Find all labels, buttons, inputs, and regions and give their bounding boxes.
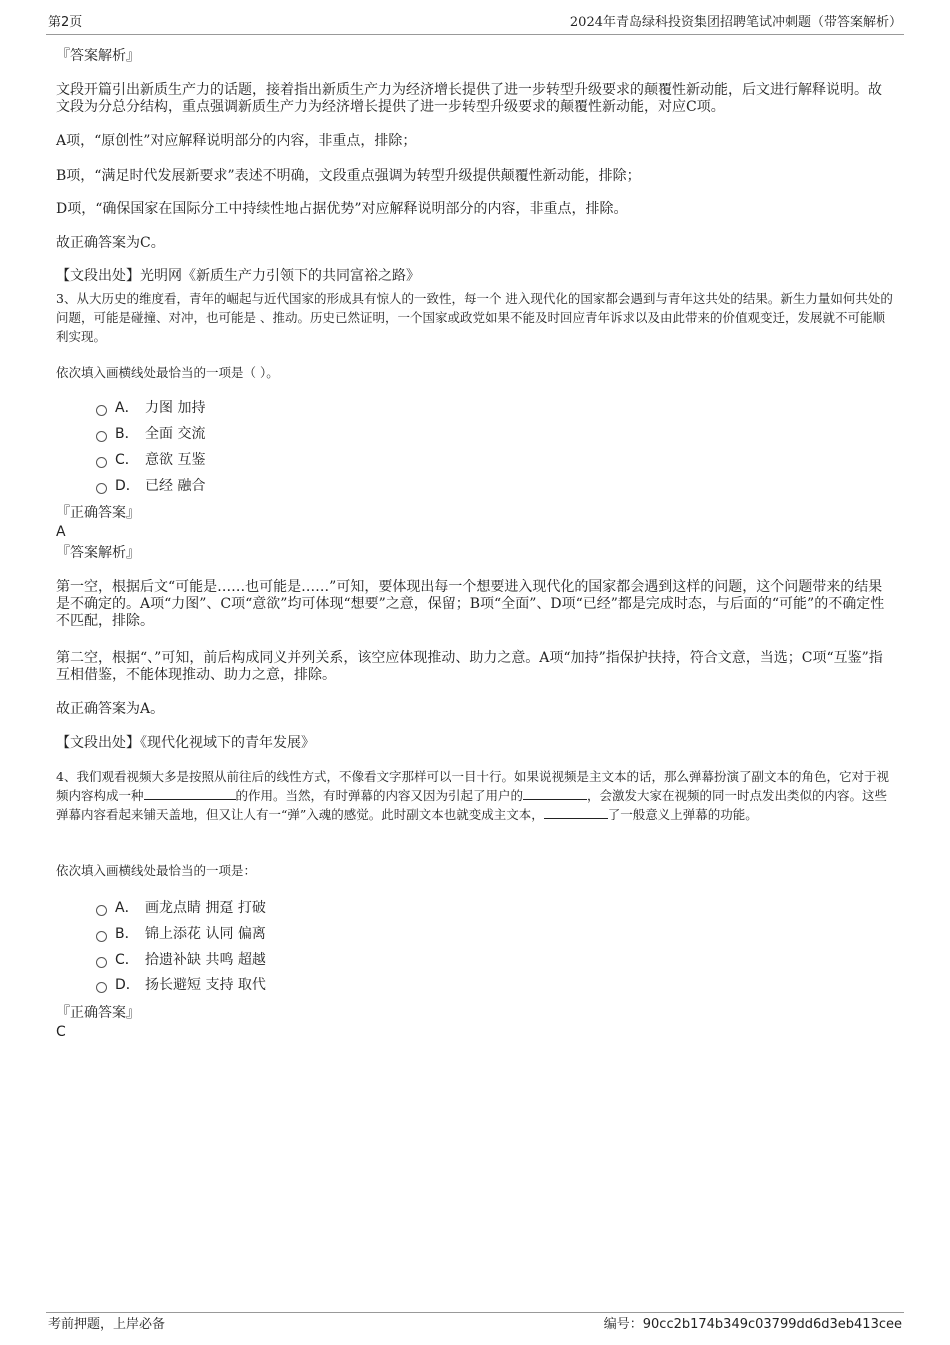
radio-icon[interactable] [96, 457, 107, 468]
question-4-stem: 4、我们观看视频大多是按照从前往后的线性方式，不像看文字那样可以一目十行。如果说视频是主文本的话，那么弹幕扮演了副文本的角色，它对于视频内容构成一种 的作用。当然，有时弹幕的内容又因为引起了用户的 ，会激发大家在视频的同一时点发出类似的内容。这些弹幕内容看起来铺天盖地，但又让人有一“弹”入魂的感觉。此时副文本也就变成主文本， 了一般意义上弹幕的功能。 [56, 769, 889, 822]
page-footer [46, 1312, 904, 1335]
question-4-option-b[interactable] [96, 925, 266, 943]
correct-answer: C [56, 1024, 66, 1040]
page-number: 第2页 [48, 15, 83, 30]
option-letter: A． [115, 400, 139, 416]
fill-blank-2[interactable] [523, 787, 587, 800]
analysis-option-d: D项，“确保国家在国际分工中持续性地占据优势”对应解释说明部分的内容，非重点，排除。 [56, 201, 628, 217]
radio-icon[interactable] [96, 405, 107, 416]
question-4-option-c[interactable] [96, 951, 266, 969]
radio-icon[interactable] [96, 957, 107, 968]
question-4-option-a[interactable] [96, 899, 266, 917]
question-3-option-b[interactable] [96, 425, 205, 443]
passage-source: 【文段出处】《现代化视域下的青年发展》 [56, 735, 315, 751]
document-title: 2024年青岛绿科投资集团招聘笔试冲刺题（带答案解析） [569, 15, 902, 30]
analysis-option-b: B项，“满足时代发展新要求”表述不明确，文段重点强调为转型升级提供颠覆性新动能，排除； [56, 168, 641, 184]
question-3-option-c[interactable] [96, 451, 205, 469]
question-4-instruction: 依次填入画横线处最恰当的一项是： [56, 863, 257, 878]
analysis-paragraph-1: 第一空，根据后文“可能是……也可能是……”可知，要体现出每一个想要进入现代化的国家都会遇到这样的问题，这个问题带来的结果是不确定的。A项“力图”、C项“意欲”均可体现“想要”之意，保留；B项“全面”、D项“已经”都是完成时态，与后面的“可能”的不确定性不匹配，排除。 [56, 579, 885, 629]
fill-blank-1[interactable] [144, 787, 236, 800]
option-text: 扬长避短 支持 取代 [145, 977, 266, 993]
option-letter: D． [115, 478, 140, 494]
radio-icon[interactable] [96, 431, 107, 442]
question-3-instruction: 依次填入画横线处最恰当的一项是（ ）。 [56, 365, 279, 380]
document-code: 编号：90cc2b174b349c03799dd6d3eb413cee [603, 1317, 902, 1332]
option-text: 意欲 互鉴 [145, 452, 206, 468]
option-letter: B． [115, 426, 139, 442]
analysis-paragraph: 文段开篇引出新质生产力的话题，接着指出新质生产力为经济增长提供了进一步转型升级要求的颠覆性新动能，后文进行解释说明。故文段为分总分结构，重点强调新质生产力为经济增长提供了进一步转型升级要求的颠覆性新动能，对应C项。 [56, 82, 882, 115]
answer-conclusion: 故正确答案为C。 [56, 235, 165, 251]
option-letter: B． [115, 926, 139, 942]
option-text: 已经 融合 [145, 478, 206, 494]
passage-source: 【文段出处】光明网《新质生产力引领下的共同富裕之路》 [56, 268, 420, 284]
analysis-label: 『答案解析』 [56, 48, 140, 64]
option-letter: A． [115, 900, 139, 916]
option-letter: C． [115, 952, 139, 968]
correct-answer: A [56, 524, 66, 540]
analysis-option-a: A项，“原创性”对应解释说明部分的内容，非重点，排除； [56, 133, 417, 149]
option-text: 力图 加持 [145, 400, 206, 416]
radio-icon[interactable] [96, 483, 107, 494]
page-header [46, 14, 904, 35]
radio-icon[interactable] [96, 982, 107, 993]
question-4-option-d[interactable] [96, 976, 266, 994]
option-text: 画龙点睛 拥趸 打破 [145, 900, 266, 916]
analysis-paragraph-2: 第二空，根据“、”可知，前后构成同义并列关系，该空应体现推动、助力之意。A项“加持”指保护扶持，符合文意，当选；C项“互鉴”指互相借鉴，不能体现推动、助力之意，排除。 [56, 650, 883, 683]
analysis-label: 『答案解析』 [56, 545, 140, 561]
option-letter: C． [115, 452, 139, 468]
option-letter: D． [115, 977, 140, 993]
question-3-stem: 3、从大历史的维度看，青年的崛起与近代国家的形成具有惊人的一致性，每一个 进入现代化的国家都会遇到与青年这共处的结果。新生力量如何共处的问题，可能是碰撞、对冲，也可能是 、推动。历史已然证明，一个国家或政党如果不能及时回应青年诉求以及由此带来的价值观变迁，发展就不可能顺利实现。 [56, 291, 893, 344]
answer-conclusion: 故正确答案为A。 [56, 701, 165, 717]
radio-icon[interactable] [96, 931, 107, 942]
option-text: 锦上添花 认同 偏离 [145, 926, 266, 942]
fill-blank-3[interactable] [544, 806, 608, 819]
question-3-option-d[interactable] [96, 477, 205, 495]
question-3-option-a[interactable] [96, 399, 205, 417]
footer-slogan: 考前押题，上岸必备 [48, 1317, 166, 1332]
correct-answer-label: 『正确答案』 [56, 1005, 140, 1021]
correct-answer-label: 『正确答案』 [56, 505, 140, 521]
option-text: 全面 交流 [145, 426, 206, 442]
radio-icon[interactable] [96, 905, 107, 916]
option-text: 拾遗补缺 共鸣 超越 [145, 952, 266, 968]
